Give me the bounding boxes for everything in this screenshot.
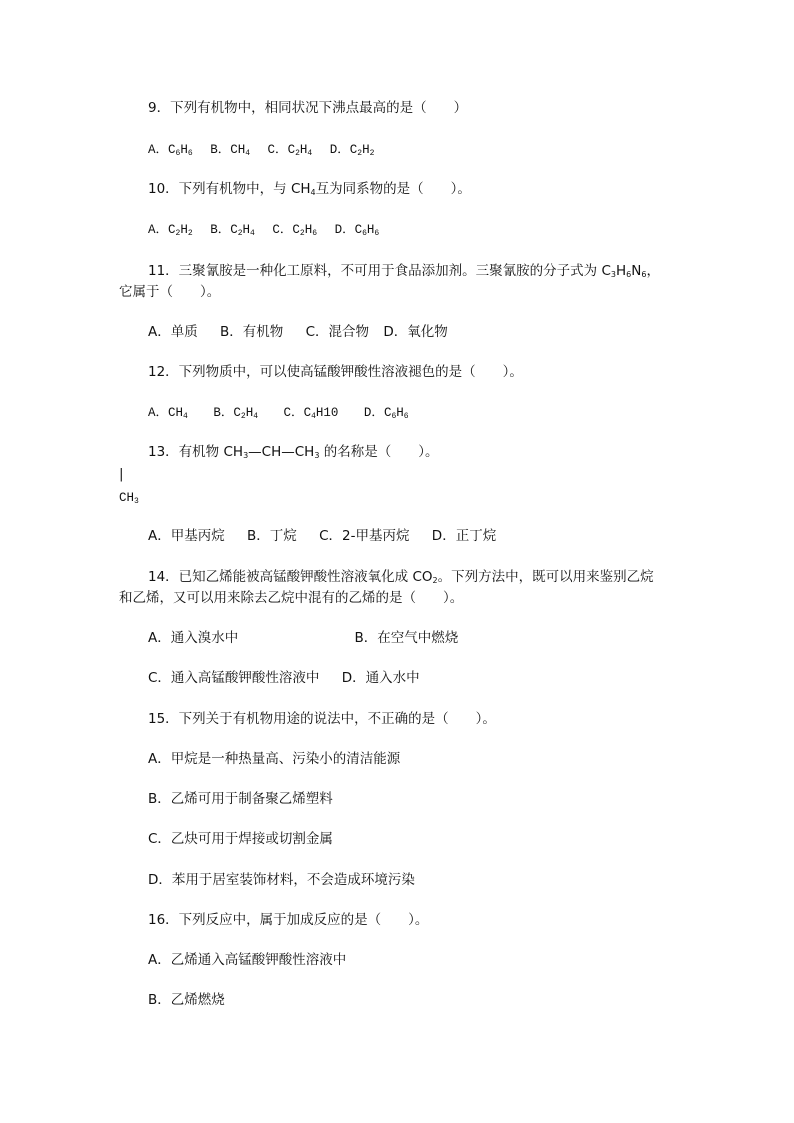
option-c: C．混合物	[305, 324, 370, 340]
option-d: D．正丁烷	[431, 528, 497, 544]
question-10-options	[148, 221, 379, 239]
option-a: A．$C_6H_6$	[148, 143, 193, 158]
question-9-stem: 9．下列有机物中，相同状况下沸点最高的是（ ）	[148, 100, 468, 116]
option-c: C．$C_2H_4$	[267, 143, 313, 158]
option-a: A．甲基丙烷	[148, 528, 225, 544]
option-d: D．氧化物	[383, 324, 448, 340]
question-15-option-a: A．甲烷是一种热量高、污染小的清洁能源	[148, 751, 401, 767]
option-b: B．在空气中燃烧	[354, 630, 459, 646]
question-15-option-d: D．苯用于居室装饰材料，不会造成环境污染	[148, 872, 415, 888]
question-9-options	[148, 141, 374, 159]
option-a: A．$C_2H_2$	[148, 223, 193, 238]
question-12-stem: 12．下列物质中，可以使高锰酸钾酸性溶液褪色的是（ ）。	[148, 364, 523, 380]
option-b: B．$C_2H_4$	[210, 223, 255, 238]
question-14-stem-line1: 14．已知乙烯能被高锰酸钾酸性溶液氧化成 $CO_2$。下列方法中，既可以用来鉴别乙烷	[148, 569, 654, 585]
question-15-option-c: C．乙炔可用于焊接或切割金属	[148, 831, 333, 847]
option-b: B．丁烷	[247, 528, 297, 544]
option-d: D．$C_2H_2$	[329, 143, 375, 158]
question-16-stem: 16．下列反应中，属于加成反应的是（ ）。	[148, 912, 429, 928]
option-b: B．$C_2H_4$	[213, 406, 259, 421]
option-c: C．$C_4H10$	[283, 406, 339, 421]
option-d: D．$C_6H_6$	[363, 406, 409, 421]
question-14-options-row2	[148, 669, 420, 687]
question-10-stem: 10．下列有机物中，与 $CH_4$互为同系物的是（ ）。	[148, 181, 471, 197]
question-16-option-b: B．乙烯燃烧	[148, 992, 225, 1008]
question-11-stem-line2: 它属于（ ）。	[119, 284, 221, 300]
option-b: B．$CH_4$	[210, 143, 251, 158]
question-11-options	[148, 323, 448, 341]
question-13-stem: 13．有机物 $CH_3—CH—CH_3$ 的名称是（ ）。	[148, 444, 439, 460]
question-13-options	[148, 527, 496, 545]
option-d: D．$C_6H_6$	[334, 223, 380, 238]
question-15-stem: 15．下列关于有机物用途的说法中，不正确的是（ ）。	[148, 711, 496, 727]
question-16-option-a: A．乙烯通入高锰酸钾酸性溶液中	[148, 952, 347, 968]
option-c: C．通入高锰酸钾酸性溶液中	[148, 670, 320, 686]
question-14-stem-line2: 和乙烯，又可以用来除去乙烷中混有的乙烯的是（ ）。	[119, 590, 464, 606]
branch-bond: |	[119, 466, 124, 482]
option-a: A．$CH_4$	[148, 406, 188, 421]
option-a: A．通入溴水中	[148, 630, 239, 646]
branch-methyl: $CH_3$	[119, 491, 139, 506]
option-d: D．通入水中	[341, 670, 420, 686]
option-c: C．$C_2H_6$	[272, 223, 318, 238]
question-15-option-b: B．乙烯可用于制备聚乙烯塑料	[148, 791, 333, 807]
question-14-options-row1	[148, 629, 458, 647]
question-11-stem-line1: 11．三聚氰胺是一种化工原料，不可用于食品添加剂。三聚氰胺的分子式为 $C_3H_6N_6$，	[148, 263, 660, 279]
question-12-options	[148, 404, 409, 422]
option-c: C．2-甲基丙烷	[319, 528, 410, 544]
option-a: A．单质	[148, 324, 198, 340]
option-b: B．有机物	[220, 324, 284, 340]
